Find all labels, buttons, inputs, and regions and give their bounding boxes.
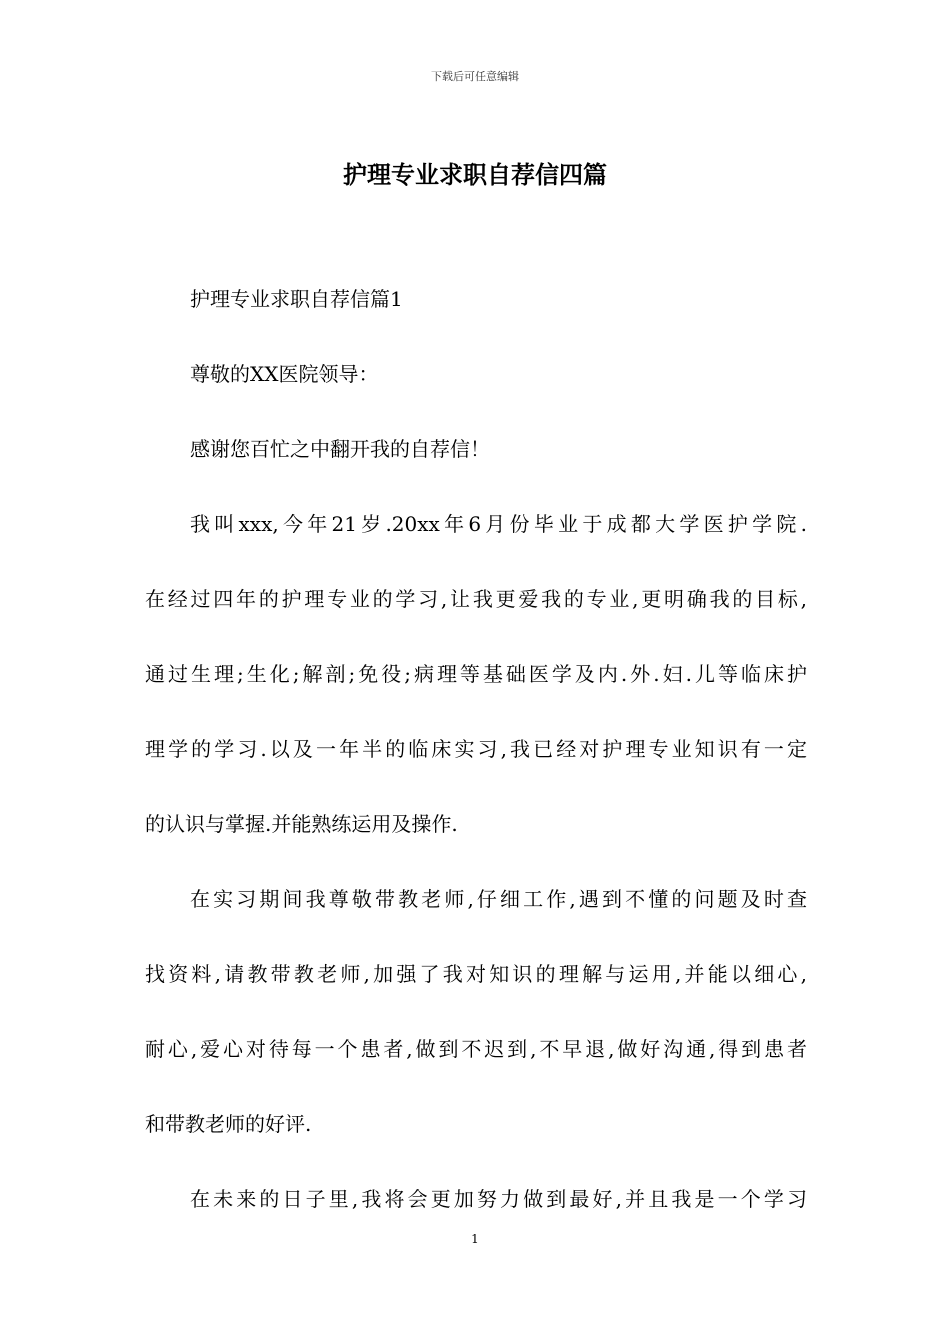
salutation: 尊敬的XX医院领导：: [190, 362, 379, 386]
page-number: 1: [471, 1232, 479, 1246]
paragraph-line: 和带教老师的好评.: [145, 1112, 312, 1136]
header-note: 下载后可任意编辑: [431, 70, 519, 83]
document-body: [145, 280, 807, 1255]
paragraph-line: 在经过四年的护理专业的学习,让我更爱我的专业,更明确我的目标,: [145, 587, 807, 611]
paragraph-line: 的认识与掌握.并能熟练运用及操作.: [145, 812, 458, 836]
paragraph-line: 理学的学习.以及一年半的临床实习,我已经对护理专业知识有一定: [145, 737, 807, 761]
paragraph-line: 在未来的日子里,我将会更加努力做到最好,并且我是一个学习: [190, 1187, 807, 1211]
paragraph-line: 通过生理;生化;解剖;免役;病理等基础医学及内.外.妇.儿等临床护: [145, 662, 807, 686]
section-heading: 护理专业求职自荐信篇1: [190, 287, 403, 311]
greeting-line: 感谢您百忙之中翻开我的自荐信！: [190, 437, 490, 461]
paragraph-line: 我叫xxx,今年21岁.20xx年6月份毕业于成都大学医护学院.: [190, 512, 807, 536]
paragraph-line: 找资料,请教带教老师,加强了我对知识的理解与运用,并能以细心,: [145, 962, 807, 986]
paragraph-line: 在实习期间我尊敬带教老师,仔细工作,遇到不懂的问题及时查: [190, 887, 807, 911]
paragraph-line: 耐心,爱心对待每一个患者,做到不迟到,不早退,做好沟通,得到患者: [145, 1037, 807, 1061]
document-title: 护理专业求职自荐信四篇: [343, 160, 607, 189]
